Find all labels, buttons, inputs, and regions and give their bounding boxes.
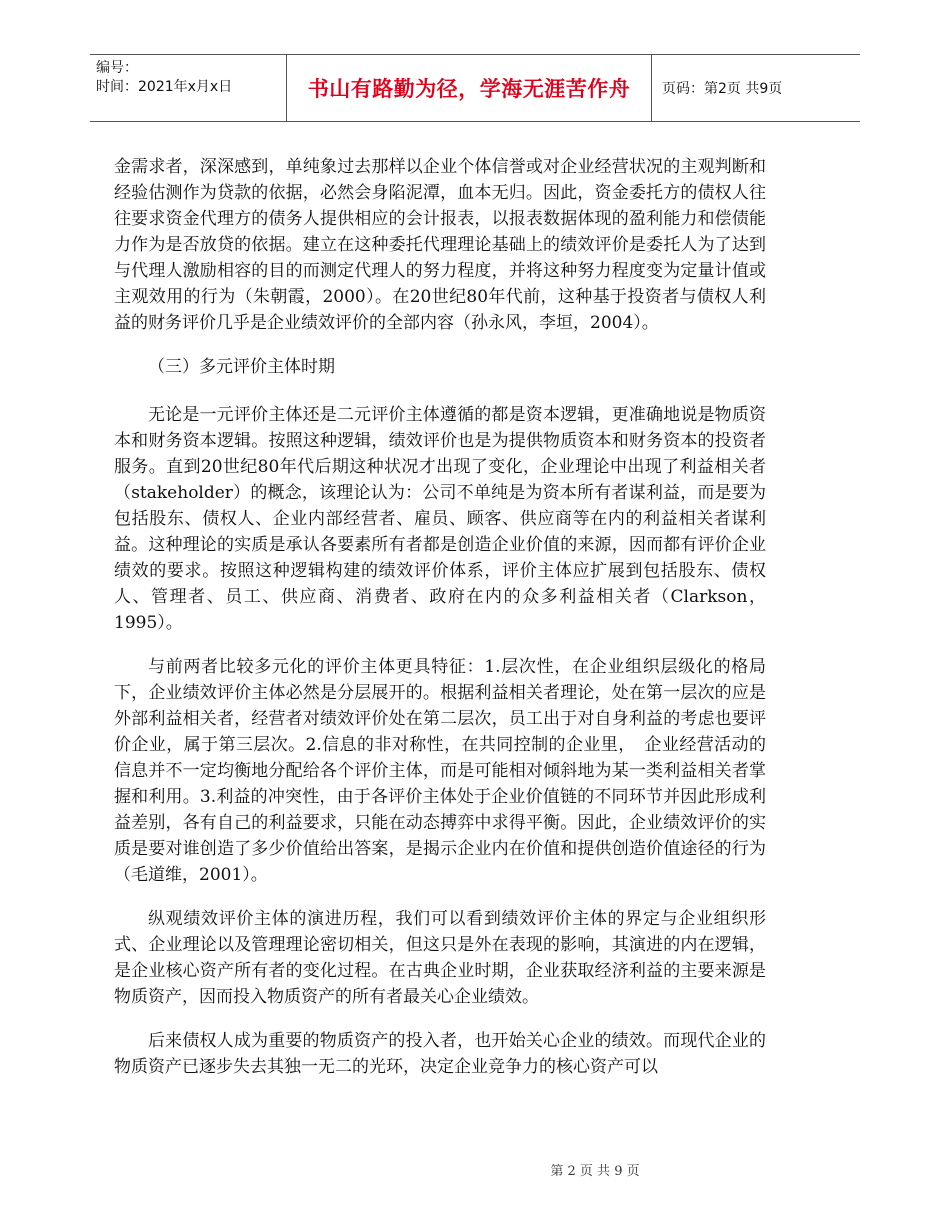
header-page-info: 页码：第2页 共9页: [662, 81, 783, 97]
page-footer: 第 2 页 共 9 页: [550, 1164, 640, 1179]
paragraph-continuation: 金需求者，深深感到，单纯象过去那样以企业个体信誉或对企业经营状况的主观判断和经验估测作为贷款的依据，必然会身陷泥潭，血本无归。因此，资金委托方的债权人往往要求资金代理方的债务人提供相应的会计报表，以报表数据体现的盈利能力和偿债能力作为是否放贷的依据。建立在这种委托代理理论基础上的绩效评价是委托人为了达到与代理人激励相容的目的而测定代理人的努力程度，并将这种努力程度变为定量计值或主观效用的行为（朱朝霞，2000）。在20世纪80年代前，这种基于投资者与债权人利益的财务评价几乎是企业绩效评价的全部内容（孙永风，李垣，2004）。: [114, 157, 766, 333]
paragraph: 纵观绩效评价主体的演进历程，我们可以看到绩效评价主体的界定与企业组织形式、企业理论以及管理理论密切相关，但这只是外在表现的影响，其演进的内在逻辑，是企业核心资产所有者的变化过程。在古典企业时期，企业获取经济利益的主要来源是物质资产，因而投入物质资产的所有者最关心企业绩效。: [114, 909, 766, 1007]
page-header: [90, 54, 860, 122]
paragraph: 无论是一元评价主体还是二元评价主体遵循的都是资本逻辑，更准确地说是物质资本和财务资本逻辑。按照这种逻辑，绩效评价也是为提供物质资本和财务资本的投资者服务。直到20世纪80年代后期这种状况才出现了变化，企业理论中出现了利益相关者（stakeholder）的概念，该理论认为：公司不单纯是为资本所有者谋利益，而是要为包括股东、债权人、企业内部经营者、雇员、顾客、供应商等在内的利益相关者谋利益。这种理论的实质是承认各要素所有者都是创造企业价值的来源，因而都有评价企业绩效的要求。按照这种逻辑构建的绩效评价体系，评价主体应扩展到包括股东、债权人、管理者、员工、供应商、消费者、政府在内的众多利益相关者（Clarkson，1995）。: [114, 405, 766, 633]
document-number-label: 编号：: [96, 60, 138, 76]
section-heading: （三）多元评价主体时期: [148, 357, 335, 377]
paragraph: 后来债权人成为重要的物质资产的投入者，也开始关心企业的绩效。而现代企业的物质资产已逐步失去其独一无二的光环，决定企业竞争力的核心资产可以: [114, 1031, 766, 1077]
document-date: 时间：2021年x月x日: [96, 79, 233, 95]
paragraph: 与前两者比较多元化的评价主体更具特征：1.层次性，在企业组织层级化的格局下，企业绩效评价主体必然是分层展开的。根据利益相关者理论，处在第一层次的应是外部利益相关者，经营者对绩效评价处在第二层次，员工出于对自身利益的考虑也要评价企业，属于第三层次。2.信息的非对称性，在共同控制的企业里， 企业经营活动的信息并不一定均衡地分配给各个评价主体，而是可能相对倾斜地为某一类利益相关者掌握和利用。3.利益的冲突性，由于各评价主体处于企业价值链的不同环节并因此形成利益差别，各有自己的利益要求，只能在动态搏弈中求得平衡。因此，企业绩效评价的实质是要对谁创造了多少价值给出答案，是揭示企业内在价值和提供创造价值途径的行为（毛道维，2001）。: [114, 657, 766, 885]
document-body: [114, 154, 766, 1098]
header-motto: 书山有路勤为径，学海无涯苦作舟: [286, 55, 652, 121]
header-meta: [90, 55, 286, 121]
